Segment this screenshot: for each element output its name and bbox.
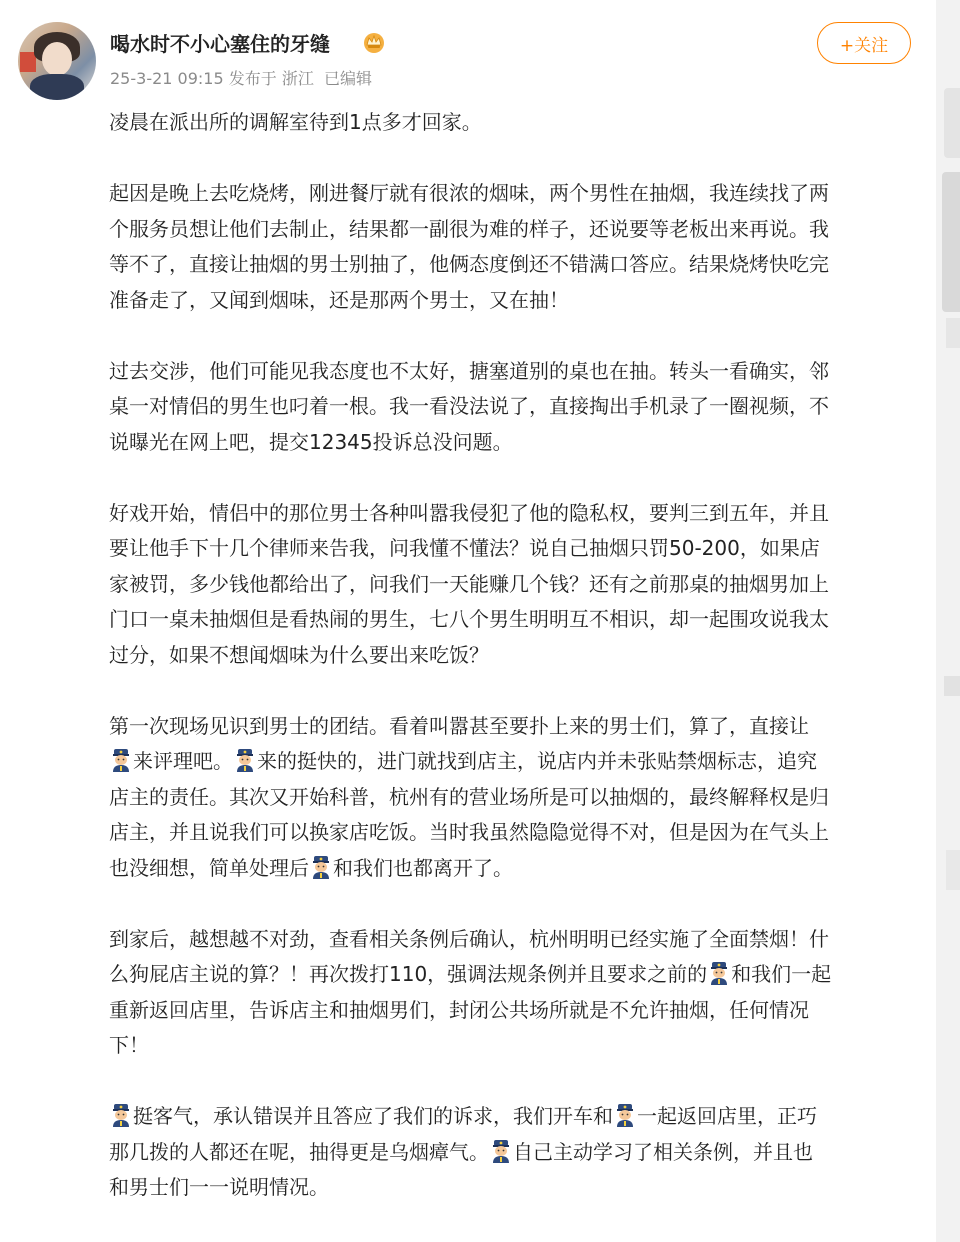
post-text-line bbox=[109, 354, 919, 390]
post-text: 也没细想，简单处理后 bbox=[109, 855, 309, 880]
avatar[interactable] bbox=[18, 22, 96, 100]
police-officer-emoji-icon bbox=[614, 1103, 636, 1127]
post-text: 说曝光在网上吧，提交12345投诉总没问题。 bbox=[109, 429, 513, 454]
post-text: 重新返回店里，告诉店主和抽烟男们，封闭公共场所就是不允许抽烟，任何情况 bbox=[109, 997, 809, 1022]
post-text-line bbox=[109, 709, 919, 745]
post-text: 么狗屁店主说的算？！再次拨打110，强调法规条例并且要求之前的 bbox=[109, 962, 708, 986]
post-text-line bbox=[109, 1135, 919, 1171]
gold-crown-badge-icon bbox=[362, 31, 386, 53]
post-text: 要让他手下十几个律师来告我，问我懂不懂法？说自己抽烟只罚50-200，如果店 bbox=[109, 536, 820, 560]
follow-button[interactable]: +关注 bbox=[817, 22, 911, 64]
paragraph-gap bbox=[109, 1064, 919, 1100]
post-edited: 已编辑 bbox=[324, 69, 373, 88]
post-text: 到家后，越想越不对劲，查看相关条例后确认，杭州明明已经实施了全面禁烟！什 bbox=[109, 926, 829, 951]
post-text: 和我们一起 bbox=[731, 962, 832, 986]
post-text: 来的挺快的，进门就找到店主，说店内并未张贴禁烟标志，追究 bbox=[257, 749, 817, 773]
post-text-line bbox=[109, 957, 919, 993]
police-officer-emoji-icon bbox=[110, 1103, 132, 1127]
post-location: 发布于 浙江 bbox=[228, 69, 314, 88]
police-officer-emoji-icon bbox=[708, 961, 730, 985]
post-text: 和我们也都离开了。 bbox=[333, 855, 513, 880]
post-text: 自己主动学习了相关条例，并且也 bbox=[513, 1139, 813, 1164]
post-text-line bbox=[109, 176, 919, 212]
post-text-line bbox=[109, 496, 919, 532]
post-text-line bbox=[109, 815, 919, 851]
post-text-line bbox=[109, 1170, 919, 1206]
post-text: 好戏开始，情侣中的那位男士各种叫嚣我侵犯了他的隐私权，要判三到五年，并且 bbox=[109, 500, 829, 525]
police-officer-emoji-icon bbox=[110, 748, 132, 772]
paragraph-gap bbox=[109, 460, 919, 496]
paragraph-gap bbox=[109, 318, 919, 354]
scrollbar-thumb[interactable] bbox=[942, 172, 960, 312]
post-text-line bbox=[109, 1099, 919, 1135]
avatar-face bbox=[42, 42, 72, 76]
post-text-line bbox=[109, 567, 919, 603]
post-text: 准备走了，又闻到烟味，还是那两个男士，又在抽！ bbox=[109, 287, 569, 312]
post-text: 起因是晚上去吃烧烤，刚进餐厅就有很浓的烟味，两个男性在抽烟，我连续找了两 bbox=[109, 181, 829, 205]
post-text-line bbox=[109, 638, 919, 674]
scrollbar-segment bbox=[946, 318, 960, 348]
paragraph-gap bbox=[109, 141, 919, 177]
post-text: 桌一对情侣的男生也叼着一根。我一看没法说了，直接掏出手机录了一圈视频，不 bbox=[109, 394, 829, 418]
post-date[interactable]: 25-3-21 09:15 bbox=[110, 69, 224, 88]
post-text-line bbox=[109, 993, 919, 1029]
post-text-line bbox=[109, 531, 919, 567]
username[interactable]: 喝水时不小心塞住的牙缝 bbox=[110, 32, 330, 56]
post-text: 门口一桌未抽烟但是看热闹的男生，七八个男生明明互不相识，却一起围攻说我太 bbox=[109, 607, 829, 631]
post-text-line bbox=[109, 105, 919, 141]
avatar-body bbox=[30, 74, 84, 100]
police-officer-emoji-icon bbox=[234, 748, 256, 772]
post-text: 过分，如果不想闻烟味为什么要出来吃饭？ bbox=[109, 642, 489, 667]
post-text-line bbox=[109, 212, 919, 248]
post-text: 下！ bbox=[109, 1033, 149, 1057]
scrollbar-segment bbox=[946, 850, 960, 890]
post-text: 和男士们一一说明情况。 bbox=[109, 1175, 329, 1199]
post-text: 店主的责任。其次又开始科普，杭州有的营业场所是可以抽烟的，最终解释权是归 bbox=[109, 784, 829, 809]
post-text-line bbox=[109, 780, 919, 816]
post-text-line bbox=[109, 851, 919, 887]
post-text: 来评理吧。 bbox=[133, 749, 233, 773]
post-text: 挺客气，承认错误并且答应了我们的诉求，我们开车和 bbox=[133, 1104, 613, 1128]
post-text-line bbox=[109, 922, 919, 958]
post-text-line bbox=[109, 602, 919, 638]
post-text: 那几拨的人都还在呢，抽得更是乌烟瘴气。 bbox=[109, 1139, 489, 1164]
post-meta bbox=[110, 66, 372, 89]
post-body bbox=[109, 105, 919, 1206]
paragraph-gap bbox=[109, 673, 919, 709]
post-text: 个服务员想让他们去制止，结果都一副很为难的样子，还说要等老板出来再说。我 bbox=[109, 216, 829, 241]
scrollbar-segment bbox=[944, 676, 960, 696]
post-text-line bbox=[109, 247, 919, 283]
post-text-line bbox=[109, 389, 919, 425]
post-text: 凌晨在派出所的调解室待到1点多才回家。 bbox=[109, 110, 482, 134]
police-officer-emoji-icon bbox=[310, 855, 332, 879]
post-text: 一起返回店里，正巧 bbox=[637, 1104, 817, 1128]
post-text: 店主，并且说我们可以换家店吃饭。当时我虽然隐隐觉得不对，但是因为在气头上 bbox=[109, 820, 829, 844]
police-officer-emoji-icon bbox=[490, 1139, 512, 1163]
post-text: 第一次现场见识到男士的团结。看着叫嚣甚至要扑上来的男士们，算了，直接让 bbox=[109, 713, 809, 738]
paragraph-gap bbox=[109, 886, 919, 922]
post-text-line bbox=[109, 744, 919, 780]
post-text: 家被罚，多少钱他都给出了，问我们一天能赚几个钱？还有之前那桌的抽烟男加上 bbox=[109, 571, 829, 596]
post-text: 过去交涉，他们可能见我态度也不太好，搪塞道别的桌也在抽。转头一看确实，邻 bbox=[109, 358, 829, 383]
scrollbar-segment bbox=[944, 88, 960, 158]
post-text: 等不了，直接让抽烟的男士别抽了，他俩态度倒还不错满口答应。结果烧烤快吃完 bbox=[109, 252, 829, 276]
post-text-line bbox=[109, 425, 919, 461]
scrollbar-strip[interactable] bbox=[936, 0, 960, 1242]
post-text-line bbox=[109, 283, 919, 319]
post-text-line bbox=[109, 1028, 919, 1064]
